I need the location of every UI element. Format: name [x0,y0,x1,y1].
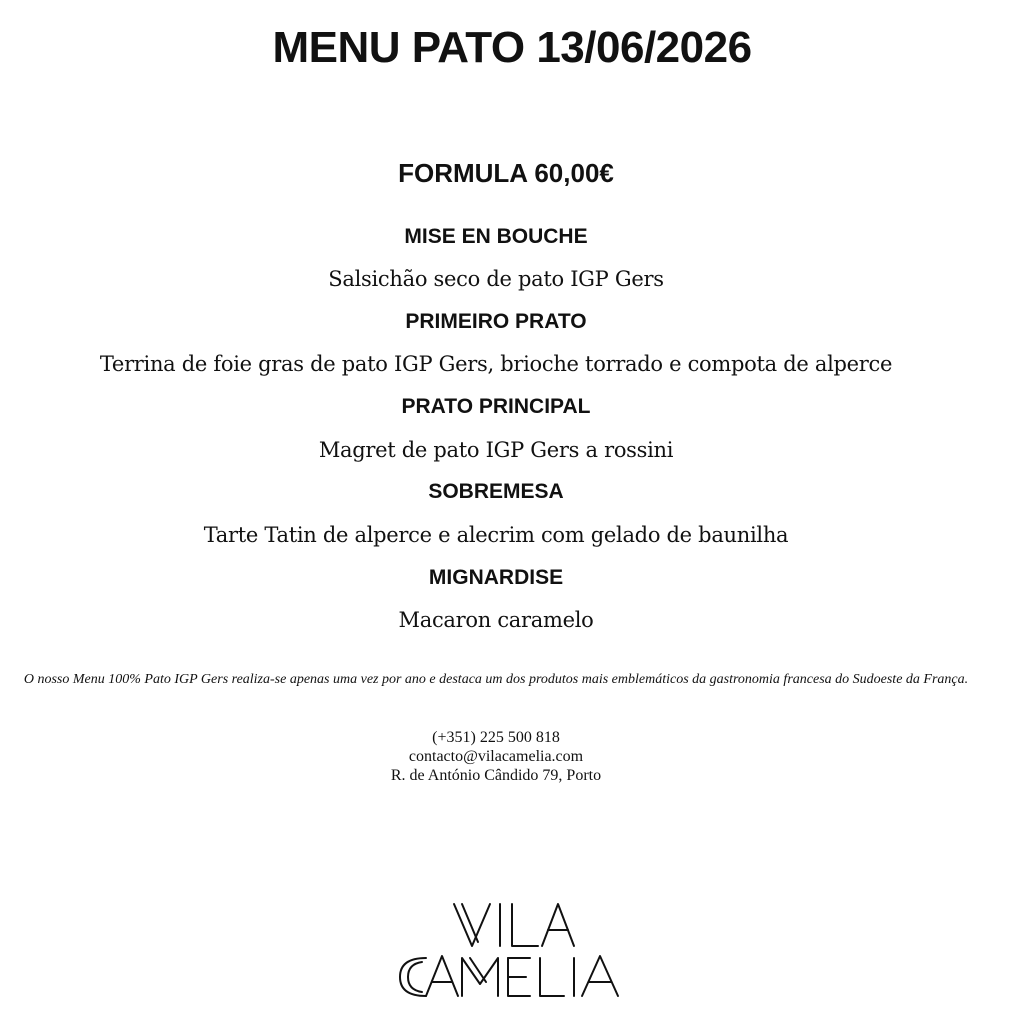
course-heading-mignardise: MIGNARDISE [428,566,564,589]
course-dish-primeiro-prato: Terrina de foie gras de pato IGP Gers, brioche torrado e compota de alperce [99,352,893,376]
course-heading-mise-en-bouche: MISE EN BOUCHE [404,225,588,248]
page-title: MENU PATO 13/06/2026 [272,23,752,72]
menu-note: O nosso Menu 100% Pato IGP Gers realiza-se apenas uma vez por ano e destaca um dos produtos mais emblemáticos da gastronomia francesa do Sudoeste da França. [23,672,969,687]
course-dish-mise-en-bouche: Salsichão seco de pato IGP Gers [328,267,664,291]
contact-address: R. de António Cândido 79, Porto [390,767,602,784]
course-heading-primeiro-prato: PRIMEIRO PRATO [405,310,587,333]
logo-word-camelia [400,956,618,996]
contact-email: contacto@vilacamelia.com [408,748,584,765]
course-heading-prato-principal: PRATO PRINCIPAL [401,395,591,418]
course-heading-sobremesa: SOBREMESA [428,480,564,503]
course-dish-sobremesa: Tarte Tatin de alperce e alecrim com gelado de baunilha [203,523,789,547]
course-dish-prato-principal: Magret de pato IGP Gers a rossini [318,438,674,462]
vila-camelia-logo [392,898,632,1002]
course-dish-mignardise: Macaron caramelo [398,608,594,632]
logo-word-vila [454,904,574,946]
formula-price: FORMULA 60,00€ [398,158,614,188]
contact-phone: (+351) 225 500 818 [432,729,560,746]
